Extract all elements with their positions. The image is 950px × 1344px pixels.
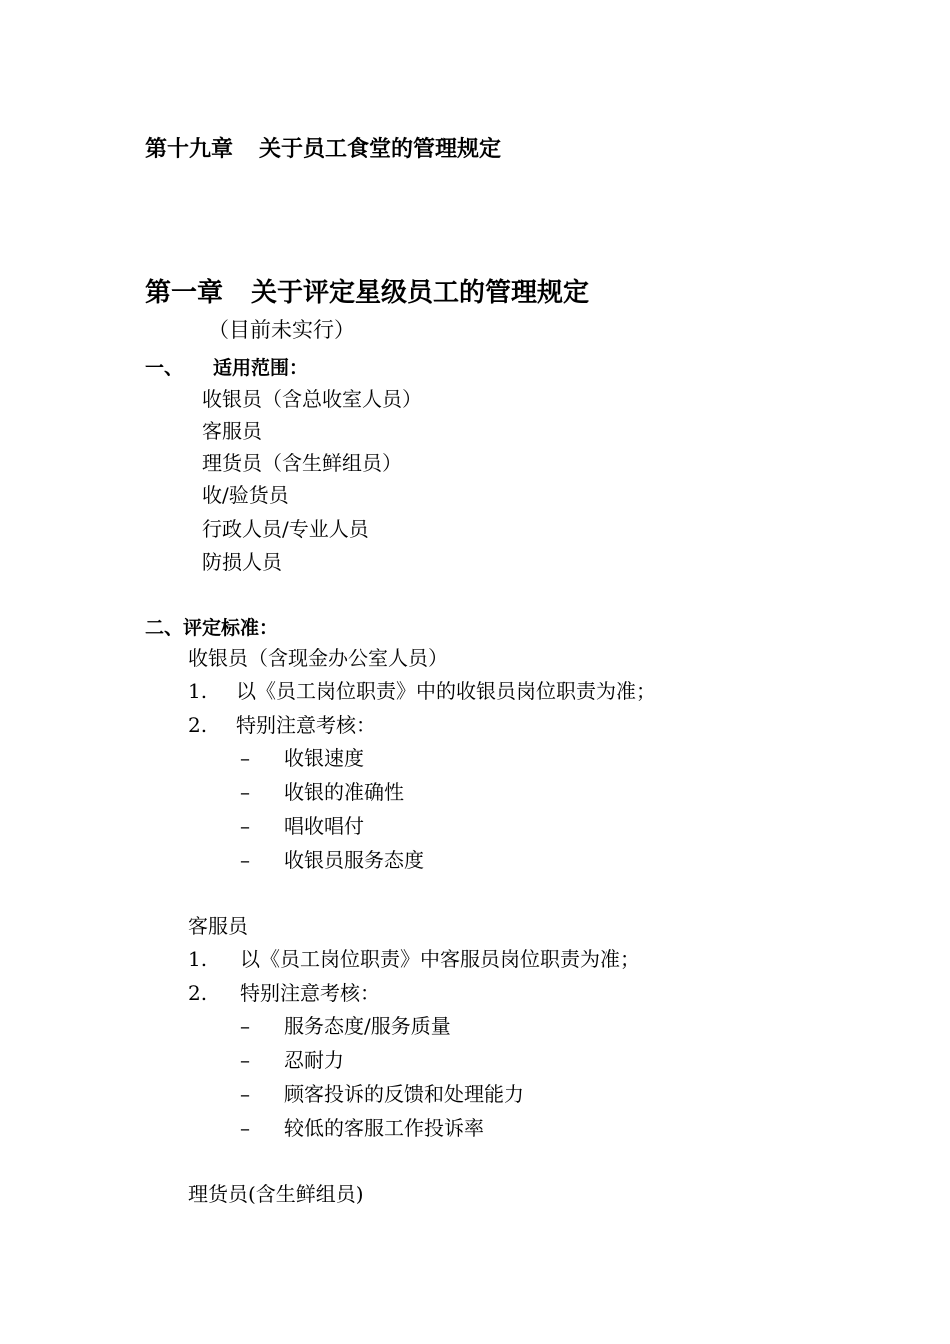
chapter1-note: （目前未实行） xyxy=(208,318,355,342)
bullet-mark: – xyxy=(240,848,250,872)
scope-item: 理货员（含生鲜组员） xyxy=(202,451,402,475)
service-bullet xyxy=(240,1014,451,1038)
section1-title: 适用范围： xyxy=(213,357,309,379)
cashier-bullet xyxy=(240,780,404,804)
bullet-text: 收银员服务态度 xyxy=(284,848,424,872)
service-bullet xyxy=(240,1116,484,1140)
bullet-mark: – xyxy=(240,1014,250,1038)
bullet-text: 收银的准确性 xyxy=(284,780,404,804)
bullet-text: 较低的客服工作投诉率 xyxy=(284,1116,484,1140)
bullet-text: 唱收唱付 xyxy=(284,814,364,838)
cashier-bullet xyxy=(240,746,364,770)
bullet-text: 忍耐力 xyxy=(284,1048,344,1072)
service-point xyxy=(188,981,380,1005)
point-number: 2. xyxy=(188,981,208,1005)
scope-item: 行政人员/专业人员 xyxy=(202,517,369,541)
service-point xyxy=(188,947,640,971)
scope-item: 收/验货员 xyxy=(202,483,289,507)
point-number: 2. xyxy=(188,713,208,737)
scope-item: 客服员 xyxy=(202,419,262,443)
section1-heading xyxy=(145,357,308,380)
cashier-bullet xyxy=(240,814,364,838)
bullet-mark: – xyxy=(240,1116,250,1140)
point-number: 1. xyxy=(188,679,208,703)
service-heading: 客服员 xyxy=(188,914,248,938)
bullet-text: 收银速度 xyxy=(284,746,364,770)
bullet-mark: – xyxy=(240,1082,250,1106)
cashier-heading: 收银员（含现金办公室人员） xyxy=(188,646,448,670)
point-text: 以《员工岗位职责》中的收银员岗位职责为准； xyxy=(236,679,656,703)
bullet-mark: – xyxy=(240,780,250,804)
bullet-text: 顾客投诉的反馈和处理能力 xyxy=(284,1082,524,1106)
bullet-mark: – xyxy=(240,814,250,838)
scope-item: 防损人员 xyxy=(202,550,282,574)
bullet-mark: – xyxy=(240,746,250,770)
point-text: 特别注意考核： xyxy=(236,713,376,737)
point-number: 1. xyxy=(188,947,208,971)
service-bullet xyxy=(240,1048,344,1072)
cashier-point xyxy=(188,713,376,737)
chapter19-title: 关于员工食堂的管理规定 xyxy=(259,137,502,162)
bullet-text: 服务态度/服务质量 xyxy=(284,1014,451,1038)
chapter1-title: 关于评定星级员工的管理规定 xyxy=(251,278,590,308)
service-bullet xyxy=(240,1082,524,1106)
section2-heading: 二、评定标准： xyxy=(145,617,279,639)
point-text: 以《员工岗位职责》中客服员岗位职责为准； xyxy=(240,947,640,971)
cashier-point xyxy=(188,679,656,703)
stock-heading: 理货员(含生鲜组员) xyxy=(188,1182,364,1206)
chapter19-heading xyxy=(145,136,501,163)
chapter1-number: 第一章 xyxy=(145,278,224,308)
chapter19-number: 第十九章 xyxy=(145,136,234,162)
chapter1-heading xyxy=(145,278,589,309)
cashier-bullet xyxy=(240,848,424,872)
point-text: 特别注意考核： xyxy=(240,981,380,1005)
section1-marker: 一、 xyxy=(145,357,184,379)
scope-item: 收银员（含总收室人员） xyxy=(202,387,422,411)
bullet-mark: – xyxy=(240,1048,250,1072)
